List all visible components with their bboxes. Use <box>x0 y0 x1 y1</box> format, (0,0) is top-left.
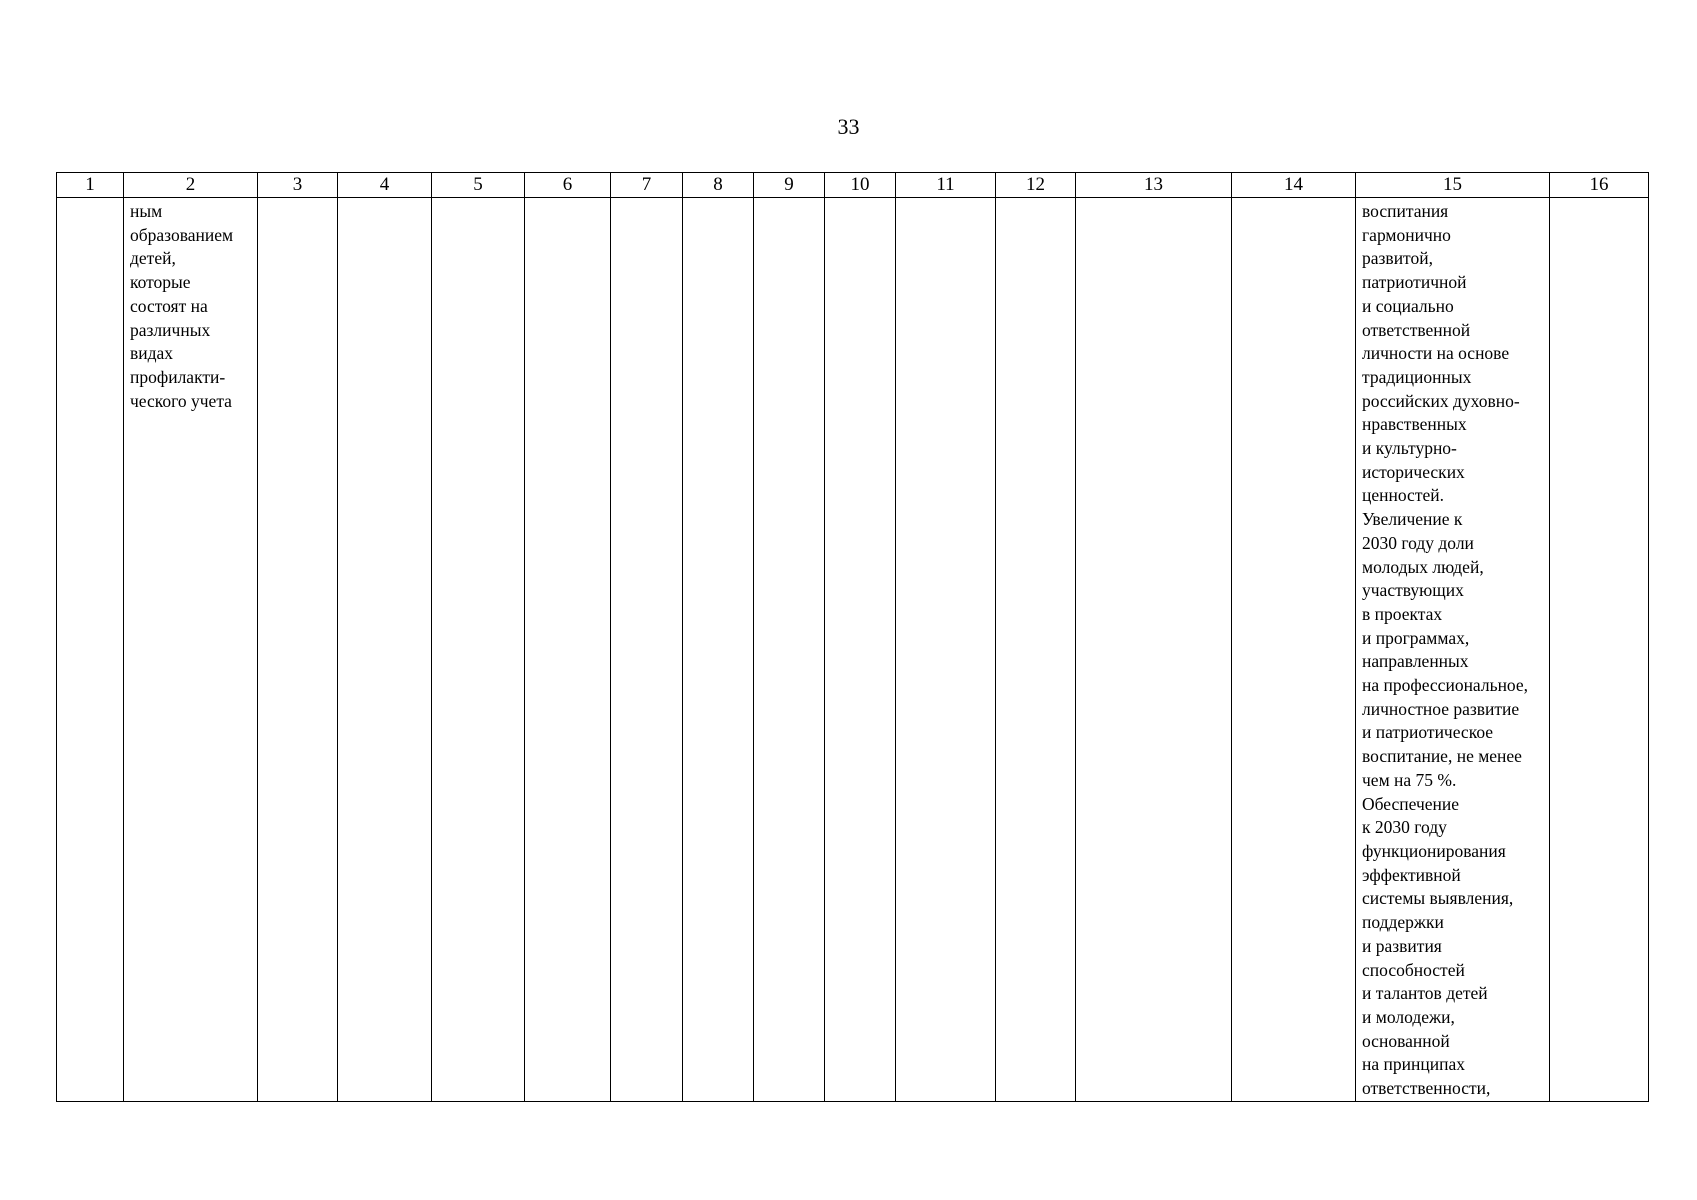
column-header: 7 <box>611 173 683 198</box>
table-cell-col-15 <box>1356 198 1550 1102</box>
column-header: 8 <box>683 173 754 198</box>
table-cell-col-7 <box>611 198 683 1102</box>
column-header: 1 <box>57 173 124 198</box>
column-header: 9 <box>754 173 825 198</box>
table-cell-col-4 <box>338 198 432 1102</box>
table-cell-col-8 <box>683 198 754 1102</box>
column-header: 16 <box>1550 173 1649 198</box>
column-header: 6 <box>525 173 611 198</box>
table-cell-col-1 <box>57 198 124 1102</box>
column-header: 15 <box>1356 173 1550 198</box>
column-header: 14 <box>1232 173 1356 198</box>
page-number: 33 <box>837 114 860 139</box>
column-header: 11 <box>896 173 996 198</box>
document-table <box>56 172 1649 1102</box>
column-header: 10 <box>825 173 896 198</box>
table-cell-col-6 <box>525 198 611 1102</box>
cell-text-col-2: ным образованием детей, которые состоят на различных видах профилакти- ческого учета <box>130 201 234 411</box>
table-cell-col-5 <box>432 198 525 1102</box>
table-cell-col-10 <box>825 198 896 1102</box>
table-cell-col-11 <box>896 198 996 1102</box>
table-cell-col-16 <box>1550 198 1649 1102</box>
column-header: 12 <box>996 173 1076 198</box>
table-cell-col-3 <box>258 198 338 1102</box>
column-header: 2 <box>124 173 258 198</box>
column-header: 4 <box>338 173 432 198</box>
table-cell-col-12 <box>996 198 1076 1102</box>
table-row <box>57 198 1649 1102</box>
table-cell-col-2 <box>124 198 258 1102</box>
column-header: 13 <box>1076 173 1232 198</box>
column-header: 3 <box>258 173 338 198</box>
table-header-row <box>57 173 1649 198</box>
table-cell-col-9 <box>754 198 825 1102</box>
table-cell-col-14 <box>1232 198 1356 1102</box>
column-header: 5 <box>432 173 525 198</box>
cell-text-col-15: воспитания гармонично развитой, патриотичной и социально ответственной личности на основе традиционных российских духовно- нравственных и культурно- исторических ценностей. Увеличение к 2030 году доли молодых людей, участвующих в проектах и программах, направленных на профессиональное, личностное развитие и патриотическое воспитание, не менее чем на 75 %. Обеспечение к 2030 году функционирования эффективной системы выявления, поддержки и развития способностей и талантов детей и молодежи, основанной на принципах ответственности, <box>1362 201 1529 1099</box>
table-cell-col-13 <box>1076 198 1232 1102</box>
